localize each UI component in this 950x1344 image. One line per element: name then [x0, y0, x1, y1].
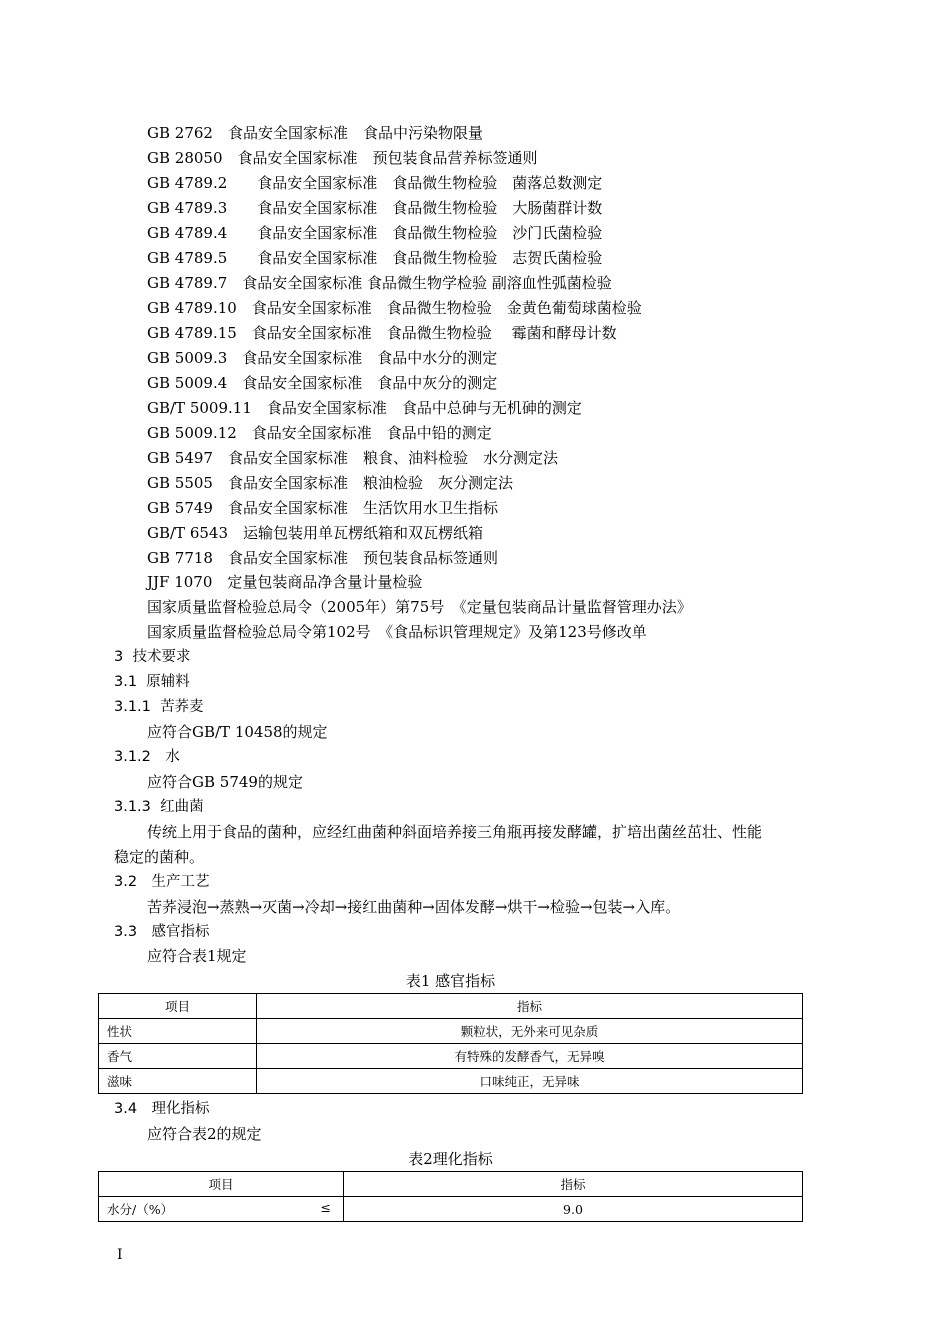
reference-item: GB 5009.12 食品安全国家标准 食品中铅的测定 [147, 424, 492, 442]
reference-item: GB 4789.5 食品安全国家标准 食品微生物检验 志贺氏菌检验 [147, 249, 603, 267]
section-heading-3-1-3: 3.1.3 红曲菌 [114, 799, 204, 815]
reference-item: GB/T 6543 运输包装用单瓦楞纸箱和双瓦楞纸箱 [147, 524, 484, 542]
table1 [98, 993, 803, 1094]
page-number: I [117, 1247, 123, 1263]
reference-item: GB 4789.2 食品安全国家标准 食品微生物检验 菌落总数测定 [147, 174, 603, 192]
table-cell: 9.0 [344, 1197, 803, 1222]
table2-caption: 表2理化指标 [408, 1150, 493, 1168]
section-text-3-1-1: 应符合GB/T 10458的规定 [147, 723, 328, 741]
reference-item: GB 4789.15 食品安全国家标准 食品微生物检验 霉菌和酵母计数 [147, 324, 617, 342]
reference-item: GB 28050 食品安全国家标准 预包装食品营养标签通则 [147, 149, 538, 167]
table-row [99, 1069, 803, 1094]
table-cell-label: 水分/（%） [107, 1202, 174, 1217]
table-header-cell: 指标 [344, 1172, 803, 1197]
reference-item: JJF 1070 定量包装商品净含量计量检验 [147, 573, 423, 591]
section-text-3-1-3-line2: 稳定的菌种。 [114, 848, 205, 866]
reference-item: GB 5505 食品安全国家标准 粮油检验 灰分测定法 [147, 474, 513, 492]
reference-item: GB 4789.4 食品安全国家标准 食品微生物检验 沙门氏菌检验 [147, 224, 603, 242]
reference-item: GB/T 5009.11 食品安全国家标准 食品中总砷与无机砷的测定 [147, 399, 582, 417]
table-header-cell: 指标 [257, 994, 803, 1019]
reference-item: GB 5009.4 食品安全国家标准 食品中灰分的测定 [147, 374, 498, 392]
section-heading-3-3: 3.3 感官指标 [114, 924, 210, 940]
reference-item: GB 4789.7 食品安全国家标准 食品微生物学检验 副溶血性弧菌检验 [147, 274, 612, 292]
table1-caption: 表1 感官指标 [405, 972, 496, 990]
table-header-row [99, 994, 803, 1019]
reference-item: 国家质量监督检验总局令第102号 《食品标识管理规定》及第123号修改单 [147, 623, 647, 641]
le-symbol: ≤ [320, 1200, 331, 1215]
reference-item: GB 5749 食品安全国家标准 生活饮用水卫生指标 [147, 499, 498, 517]
reference-item: GB 4789.10 食品安全国家标准 食品微生物检验 金黄色葡萄球菌检验 [147, 299, 642, 317]
section-text-3-1-2: 应符合GB 5749的规定 [147, 773, 303, 791]
section-heading-3: 3 技术要求 [114, 649, 191, 665]
section-heading-3-1: 3.1 原辅料 [114, 674, 190, 690]
table-cell: 有特殊的发酵香气，无异嗅 [257, 1044, 803, 1069]
reference-item: GB 2762 食品安全国家标准 食品中污染物限量 [147, 124, 483, 142]
section-text-3-3: 应符合表1规定 [147, 947, 247, 965]
table-row [99, 1019, 803, 1044]
reference-item: 国家质量监督检验总局令（2005年）第75号 《定量包装商品计量监督管理办法》 [147, 598, 692, 616]
section-heading-3-1-2: 3.1.2 水 [114, 749, 180, 765]
section-heading-3-1-1: 3.1.1 苦荞麦 [114, 699, 204, 715]
section-heading-3-2: 3.2 生产工艺 [114, 874, 210, 890]
table-header-cell: 项目 [99, 1172, 344, 1197]
reference-item: GB 4789.3 食品安全国家标准 食品微生物检验 大肠菌群计数 [147, 199, 603, 217]
table-row [99, 1197, 803, 1222]
table-cell [99, 1197, 344, 1222]
section-text-3-4: 应符合表2的规定 [147, 1125, 262, 1143]
section-text-3-1-3-line1: 传统上用于食品的菌种，应经红曲菌种斜面培养接三角瓶再接发酵罐，扩培出菌丝茁壮、性能 [147, 823, 763, 841]
table-cell: 颗粒状，无外来可见杂质 [257, 1019, 803, 1044]
table-row [99, 1044, 803, 1069]
reference-item: GB 5497 食品安全国家标准 粮食、油料检验 水分测定法 [147, 449, 558, 467]
table-cell: 香气 [99, 1044, 257, 1069]
reference-item: GB 7718 食品安全国家标准 预包装食品标签通则 [147, 549, 498, 567]
section-text-3-2: 苦荞浸泡→蒸熟→灭菌→冷却→接红曲菌种→固体发酵→烘干→检验→包装→入库。 [147, 898, 681, 916]
table-cell: 性状 [99, 1019, 257, 1044]
table-cell: 滋味 [99, 1069, 257, 1094]
table-cell: 口味纯正，无异味 [257, 1069, 803, 1094]
table-header-cell: 项目 [99, 994, 257, 1019]
table2 [98, 1171, 803, 1222]
table-header-row [99, 1172, 803, 1197]
reference-item: GB 5009.3 食品安全国家标准 食品中水分的测定 [147, 349, 498, 367]
section-heading-3-4: 3.4 理化指标 [114, 1101, 210, 1117]
